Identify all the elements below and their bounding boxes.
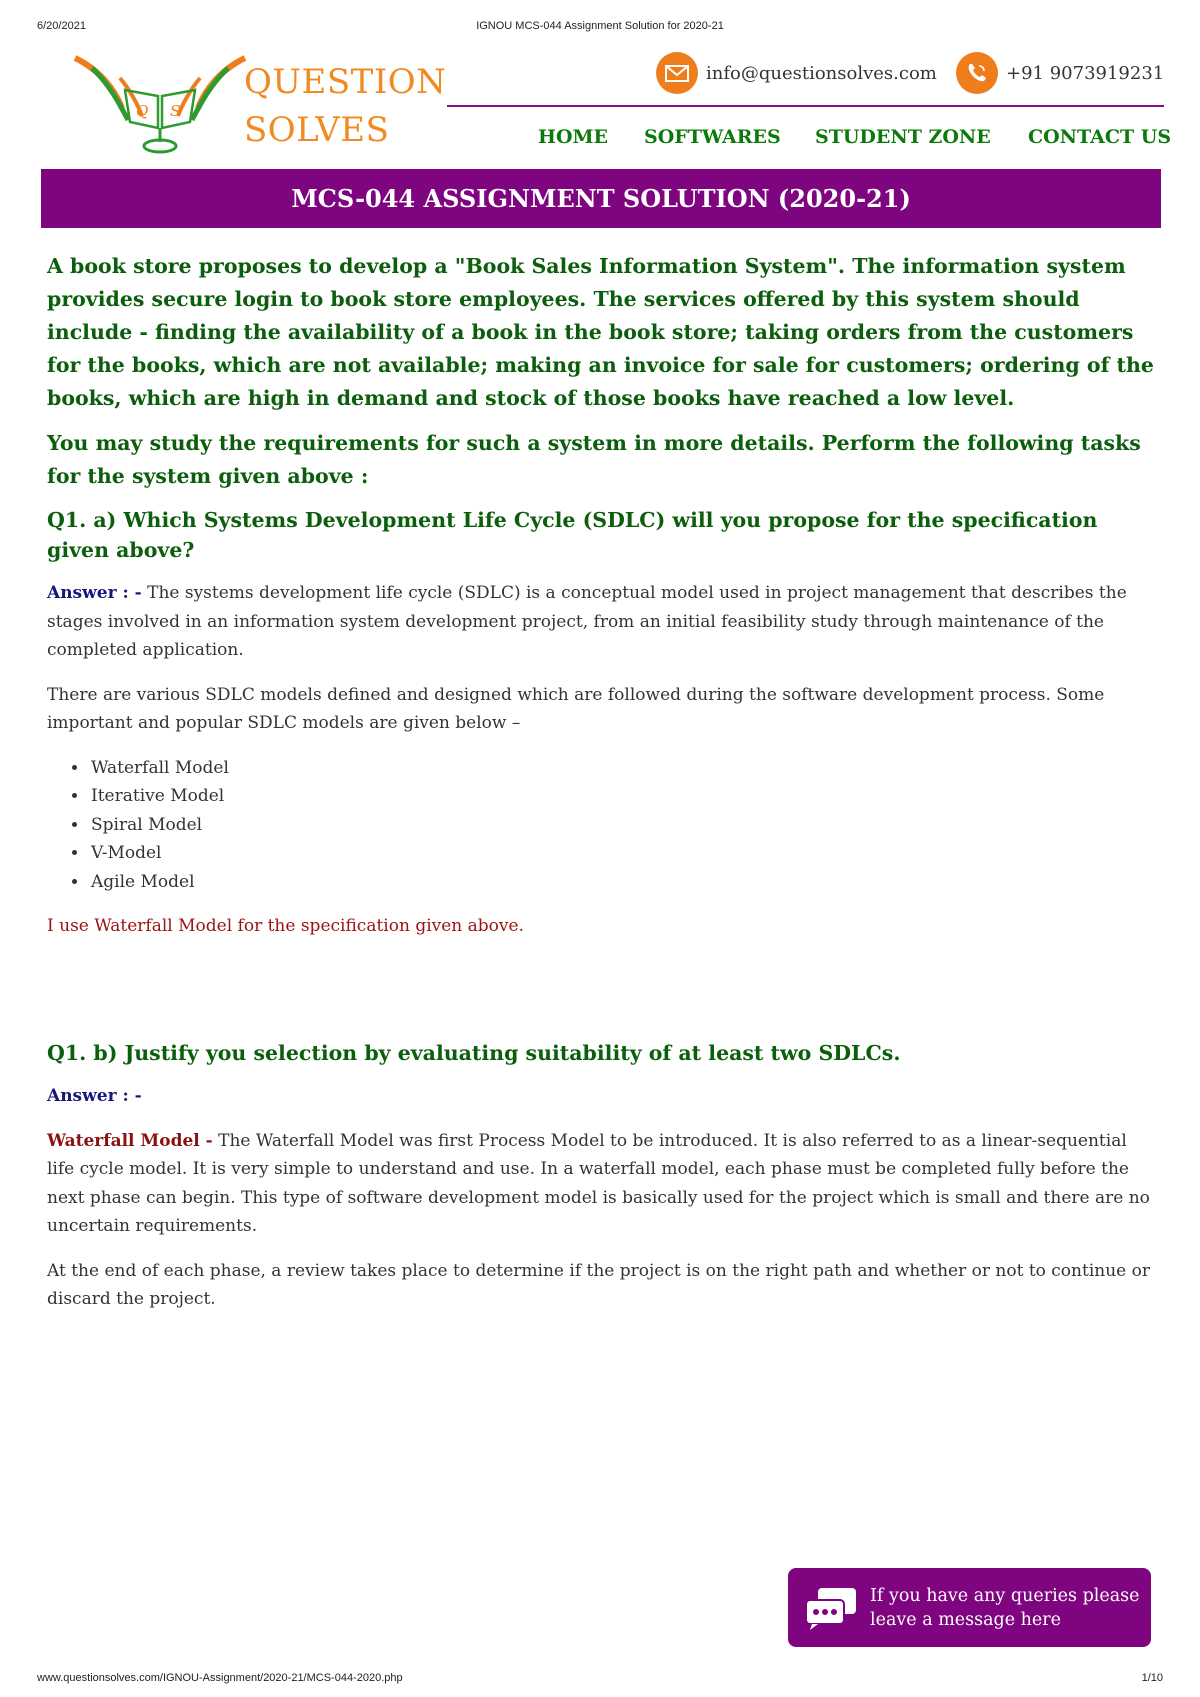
logo-letter-s: S (170, 102, 181, 120)
answer-label: Answer : - (47, 583, 142, 603)
chat-widget-text[interactable]: If you have any queries please leave a message here (870, 1585, 1140, 1630)
nav-divider (447, 105, 1164, 107)
logo-letter-q: Q (136, 102, 149, 120)
nav-softwares[interactable]: SOFTWARES (644, 126, 781, 148)
email-icon (656, 52, 698, 94)
intro-paragraph-2: You may study the requirements for such a system in more details. Perform the following tasks for the system given above : (47, 431, 1141, 488)
q1b-paragraph-2: At the end of each phase, a review takes place to determine if the project is on the right path and whether or not to continue or discard the project. (47, 1260, 1150, 1309)
q1a-answer-text: The systems development life cycle (SDLC) is a conceptual model used in project management that describes the stages involved in an information system development project, from an initial feasibility study through maintenance of the completed application. (47, 583, 1127, 660)
brand-name-line1[interactable]: QUESTION (244, 62, 447, 102)
chat-bubbles-icon (804, 1586, 858, 1630)
q1a-heading: Q1. a) Which Systems Development Life Cycle (SDLC) will you propose for the specification given above? (47, 508, 1098, 562)
print-url: www.questionsolves.com/IGNOU-Assignment/2020-21/MCS-044-2020.php (37, 1672, 403, 1684)
main-content (47, 250, 1159, 1330)
answer-label: Answer : - (47, 1086, 142, 1106)
sdlc-models-list (47, 754, 1159, 897)
print-title: IGNOU MCS-044 Assignment Solution for 2020-21 (476, 20, 724, 32)
list-item: • V-Model (89, 839, 1159, 868)
list-item: • Waterfall Model (89, 754, 1159, 783)
list-item: • Agile Model (89, 868, 1159, 897)
q1b-heading: Q1. b) Justify you selection by evaluating suitability of at least two SDLCs. (47, 1041, 901, 1065)
q1b-waterfall-paragraph (47, 1127, 1159, 1241)
question-solves-logo[interactable] (70, 50, 250, 160)
list-item: • Spiral Model (89, 811, 1159, 840)
nav-contact-us[interactable]: CONTACT US (1028, 126, 1172, 148)
brand-name-line2[interactable]: SOLVES (244, 110, 390, 150)
phone-icon (956, 52, 998, 94)
q1b-answer-label-line (47, 1082, 1159, 1111)
print-page-number: 1/10 (1141, 1672, 1163, 1684)
contact-email[interactable] (656, 52, 937, 94)
print-date: 6/20/2021 (37, 20, 86, 32)
waterfall-label: Waterfall Model - (47, 1130, 213, 1151)
q1a-answer (47, 579, 1159, 665)
spacer (47, 940, 1159, 1038)
q1a-paragraph-2: There are various SDLC models defined and designed which are followed during the software development process. Some important and popular SDLC models are given below – (47, 684, 1105, 733)
intro-paragraph-1: A book store proposes to develop a "Book Sales Information System". The information system provides secure login to book store employees. The services offered by this system should include - finding the availability of a book in the book store; taking orders from the customers for the books, which are not available; making an invoice for sale for customers; ordering of the books, which are high in demand and stock of those books have reached a low level. (47, 254, 1154, 410)
nav-home[interactable]: HOME (538, 126, 609, 148)
contact-phone-text[interactable]: +91 9073919231 (1006, 62, 1165, 84)
contact-phone[interactable] (956, 52, 1164, 94)
contact-email-text[interactable]: info@questionsolves.com (706, 62, 937, 84)
waterfall-text: The Waterfall Model was first Process Model to be introduced. It is also referred to as a linear-sequential life cycle model. It is very simple to understand and use. In a waterfall model, each phase must be completed fully before the next phase can begin. This type of software development model is basically used for the project which is small and there are no uncertain requirements. (47, 1130, 1150, 1236)
list-item: • Iterative Model (89, 782, 1159, 811)
q1a-conclusion: I use Waterfall Model for the specification given above. (47, 916, 524, 936)
nav-student-zone[interactable]: STUDENT ZONE (815, 126, 991, 148)
chat-widget[interactable] (788, 1568, 1151, 1647)
page-title-banner: MCS-044 ASSIGNMENT SOLUTION (2020-21) (41, 169, 1161, 228)
